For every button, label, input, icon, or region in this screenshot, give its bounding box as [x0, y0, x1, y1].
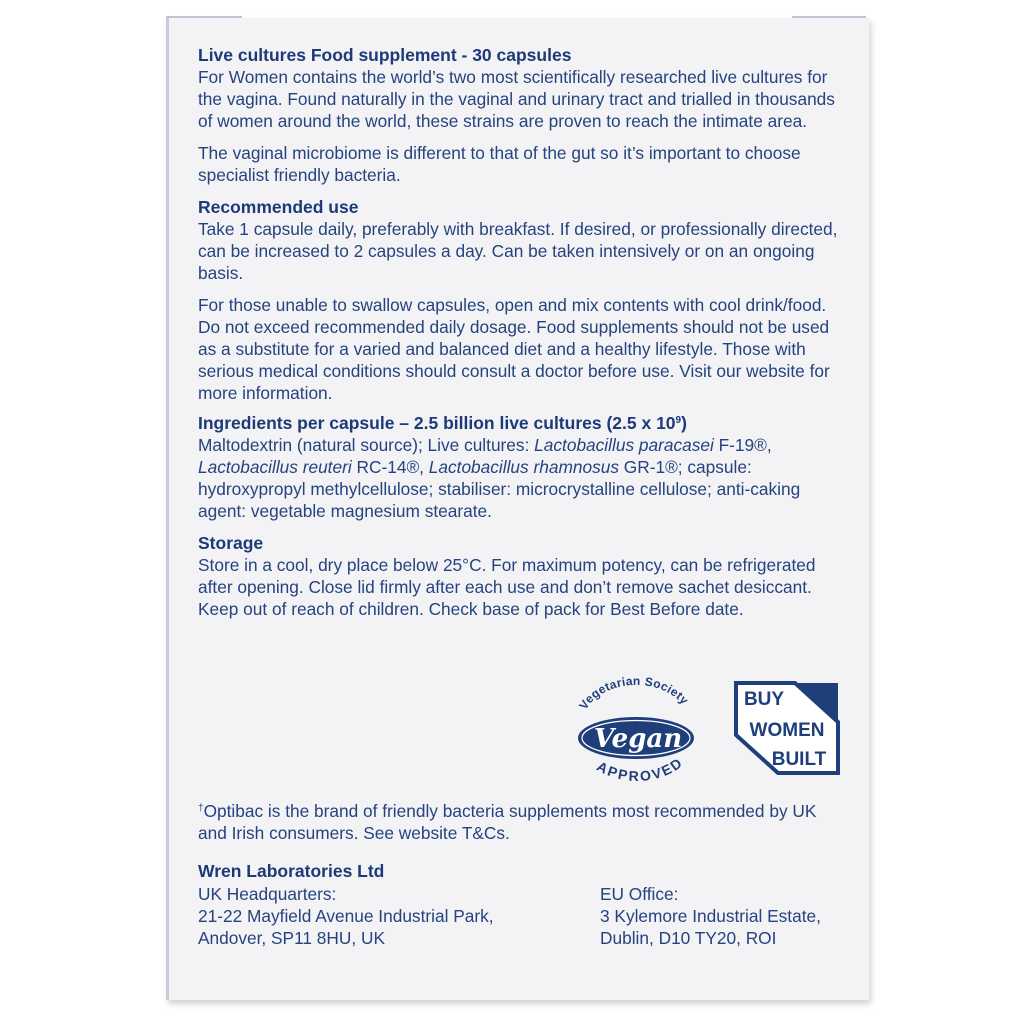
storage-paragraph: Store in a cool, dry place below 25°C. For maximum potency, can be refrigerated after opening. Close lid firmly after each use and don’t remove sachet desiccant. Keep out of reach of children. Check base of pack for Best Before date.	[198, 555, 816, 619]
footnote-text: Optibac is the brand of friendly bacteria supplements most recommended by UK and Irish consumers. See website T&Cs.	[198, 801, 817, 843]
recommended-paragraph-2: For those unable to swallow capsules, open and mix contents with cool drink/food. Do not exceed recommended daily dosage. Food supplements should not be used as a substitute for a varied and balanced diet and a healthy lifestyle. Those with serious medical conditions should consult a doctor before use. Visit our website for more information.	[198, 295, 830, 403]
intro-paragraph-1: For Women contains the world’s two most scientifically researched live cultures for the vagina. Found naturally in the vaginal and urinary tract and trialled in thousands of women around the world, these strains are proven to reach the intimate area.	[198, 67, 835, 131]
svg-text:Vegetarian Society	[576, 676, 691, 712]
certification-badges	[560, 676, 850, 786]
uk-address-line-1: 21-22 Mayfield Avenue Industrial Park,	[198, 906, 494, 926]
uk-address-label: UK Headquarters:	[198, 884, 337, 904]
eu-address	[600, 883, 821, 949]
vegan-arc-bottom-text: APPROVED	[594, 753, 687, 785]
ingredients-text-1: Maltodextrin (natural source); Live cultures:	[198, 435, 535, 455]
bwb-line-2: WOMEN	[749, 720, 825, 741]
ingredients-text-3: RC-14®,	[351, 457, 429, 477]
strain-1: Lactobacillus paracasei	[534, 435, 714, 455]
footnote-mark: †	[198, 803, 204, 814]
eu-address-line-1: 3 Kylemore Industrial Estate,	[600, 906, 821, 926]
uk-address	[198, 883, 494, 949]
ingredients-heading	[198, 412, 843, 434]
intro-heading: Live cultures Food supplement - 30 capsules	[198, 45, 572, 65]
label-text	[198, 44, 843, 620]
vegan-word: Vegan	[593, 724, 683, 754]
ingredients-list	[198, 434, 843, 522]
bwb-line-1: BUY	[743, 689, 785, 710]
bwb-line-3: BUILT	[771, 749, 827, 770]
footnote	[198, 800, 848, 844]
eu-address-label: EU Office:	[600, 884, 679, 904]
buy-women-built-logo	[733, 680, 841, 776]
vegan-arc-top-text: Vegetarian Society	[576, 676, 692, 712]
eu-address-line-2: Dublin, D10 TY20, ROI	[600, 928, 777, 948]
recommended-paragraph-1: Take 1 capsule daily, preferably with breakfast. If desired, or professionally directed, can be increased to 2 capsules a day. Can be taken intensively or on an ongoing basis.	[198, 219, 838, 283]
storage-heading: Storage	[198, 533, 264, 553]
ingredients-heading-exponent: 9	[675, 415, 682, 426]
ingredients-text-2: F-19®,	[713, 435, 772, 455]
intro-paragraph-2: The vaginal microbiome is different to that of the gut so it’s important to choose specialist friendly bacteria.	[198, 143, 801, 185]
strain-3: Lactobacillus rhamnosus	[428, 457, 619, 477]
recommended-heading: Recommended use	[198, 197, 359, 217]
ingredients-heading-close: )	[681, 413, 687, 433]
uk-address-line-2: Andover, SP11 8HU, UK	[198, 928, 385, 948]
company-name: Wren Laboratories Ltd	[198, 861, 385, 881]
ingredients-text-4: GR-1®; capsule: hydroxypropyl methylcellulose; stabiliser: microcrystalline cellulose; anti-caking agent: vegetable magnesium stearate.	[198, 457, 801, 521]
strain-2: Lactobacillus reuteri	[198, 457, 352, 477]
ingredients-heading-text: Ingredients per capsule – 2.5 billion live cultures (2.5 x 10	[198, 413, 676, 433]
vegan-approved-logo	[560, 676, 710, 786]
